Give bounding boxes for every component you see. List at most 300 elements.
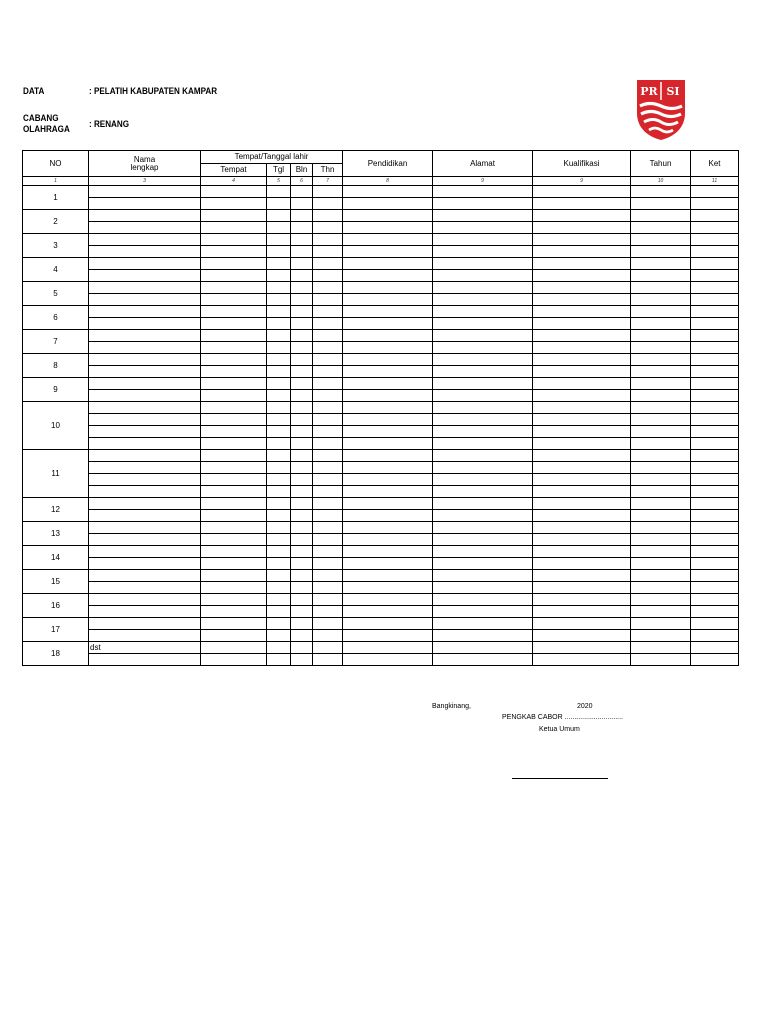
table-cell[interactable] [291, 414, 313, 426]
table-cell[interactable] [89, 222, 201, 234]
table-cell[interactable] [631, 234, 691, 246]
table-cell[interactable] [691, 498, 739, 510]
table-cell[interactable] [291, 270, 313, 282]
table-cell[interactable] [89, 630, 201, 642]
table-cell[interactable] [533, 366, 631, 378]
table-cell[interactable] [267, 402, 291, 414]
table-cell[interactable] [89, 558, 201, 570]
table-cell[interactable] [201, 378, 267, 390]
table-cell[interactable] [533, 354, 631, 366]
table-cell[interactable] [89, 342, 201, 354]
table-cell[interactable] [201, 330, 267, 342]
table-cell[interactable] [291, 618, 313, 630]
table-cell[interactable] [433, 378, 533, 390]
table-cell[interactable] [201, 210, 267, 222]
table-cell[interactable] [433, 234, 533, 246]
table-cell[interactable] [691, 294, 739, 306]
table-cell[interactable] [89, 306, 201, 318]
table-cell[interactable] [343, 546, 433, 558]
table-cell[interactable] [433, 222, 533, 234]
table-cell[interactable] [267, 246, 291, 258]
table-cell[interactable] [631, 306, 691, 318]
table-cell[interactable] [201, 414, 267, 426]
table-cell[interactable] [313, 306, 343, 318]
table-cell[interactable] [89, 498, 201, 510]
table-cell[interactable] [313, 366, 343, 378]
table-cell[interactable] [343, 606, 433, 618]
table-cell[interactable] [533, 474, 631, 486]
table-cell[interactable] [89, 366, 201, 378]
table-cell[interactable] [433, 426, 533, 438]
table-cell[interactable] [201, 534, 267, 546]
table-cell[interactable] [291, 630, 313, 642]
table-cell[interactable] [533, 546, 631, 558]
table-cell[interactable] [533, 498, 631, 510]
table-cell[interactable] [89, 210, 201, 222]
table-cell[interactable] [291, 654, 313, 666]
table-cell[interactable] [631, 522, 691, 534]
table-cell[interactable] [433, 270, 533, 282]
table-cell[interactable] [201, 342, 267, 354]
table-cell[interactable] [313, 438, 343, 450]
table-cell[interactable] [313, 558, 343, 570]
table-cell[interactable] [313, 210, 343, 222]
table-cell[interactable] [201, 498, 267, 510]
table-cell[interactable] [291, 210, 313, 222]
table-cell[interactable] [533, 618, 631, 630]
table-cell[interactable] [691, 606, 739, 618]
table-cell[interactable] [267, 606, 291, 618]
table-cell[interactable] [433, 594, 533, 606]
table-cell[interactable] [631, 258, 691, 270]
table-cell[interactable] [343, 522, 433, 534]
table-cell[interactable] [631, 630, 691, 642]
table-cell[interactable] [89, 534, 201, 546]
table-cell[interactable] [343, 258, 433, 270]
table-cell[interactable] [291, 366, 313, 378]
table-cell[interactable] [267, 234, 291, 246]
table-cell[interactable] [343, 198, 433, 210]
table-cell[interactable] [267, 582, 291, 594]
table-cell[interactable] [533, 654, 631, 666]
table-cell[interactable] [433, 186, 533, 198]
table-cell[interactable] [201, 558, 267, 570]
table-cell[interactable] [291, 558, 313, 570]
table-cell[interactable] [201, 474, 267, 486]
table-cell[interactable] [691, 534, 739, 546]
table-cell[interactable] [267, 342, 291, 354]
table-cell[interactable] [343, 318, 433, 330]
table-cell[interactable] [267, 330, 291, 342]
table-cell[interactable] [89, 570, 201, 582]
table-cell[interactable] [343, 378, 433, 390]
table-cell[interactable] [533, 186, 631, 198]
table-cell[interactable] [313, 186, 343, 198]
table-cell[interactable] [433, 390, 533, 402]
table-cell[interactable] [691, 462, 739, 474]
table-cell[interactable] [533, 558, 631, 570]
table-cell[interactable] [267, 486, 291, 498]
table-cell[interactable] [631, 318, 691, 330]
table-cell[interactable] [313, 246, 343, 258]
table-cell[interactable] [533, 378, 631, 390]
table-cell[interactable] [631, 498, 691, 510]
table-cell[interactable] [201, 462, 267, 474]
table-cell[interactable] [313, 606, 343, 618]
table-cell[interactable] [631, 378, 691, 390]
table-cell[interactable] [201, 198, 267, 210]
table-cell[interactable] [89, 618, 201, 630]
table-cell[interactable] [533, 330, 631, 342]
table-cell[interactable] [89, 186, 201, 198]
table-cell[interactable] [291, 510, 313, 522]
table-cell[interactable] [343, 234, 433, 246]
table-cell[interactable] [631, 642, 691, 654]
table-cell[interactable] [691, 474, 739, 486]
table-cell[interactable] [291, 450, 313, 462]
table-cell[interactable] [691, 306, 739, 318]
table-cell[interactable] [691, 630, 739, 642]
table-cell[interactable] [343, 570, 433, 582]
table-cell[interactable] [533, 402, 631, 414]
table-cell[interactable] [343, 390, 433, 402]
table-cell[interactable] [343, 438, 433, 450]
table-cell[interactable] [267, 642, 291, 654]
table-cell[interactable] [313, 318, 343, 330]
table-cell[interactable] [433, 570, 533, 582]
table-cell[interactable] [533, 582, 631, 594]
table-cell[interactable] [267, 546, 291, 558]
table-cell[interactable] [267, 306, 291, 318]
table-cell[interactable] [533, 486, 631, 498]
table-cell[interactable] [691, 258, 739, 270]
table-cell[interactable] [533, 522, 631, 534]
table-cell[interactable] [89, 594, 201, 606]
table-cell[interactable] [433, 450, 533, 462]
table-cell[interactable] [343, 642, 433, 654]
table-cell[interactable] [433, 198, 533, 210]
table-cell[interactable] [631, 462, 691, 474]
table-cell[interactable] [201, 318, 267, 330]
table-cell[interactable] [89, 402, 201, 414]
table-cell[interactable] [533, 630, 631, 642]
table-cell[interactable] [267, 294, 291, 306]
table-cell[interactable] [89, 462, 201, 474]
table-cell[interactable] [533, 294, 631, 306]
table-cell[interactable] [313, 570, 343, 582]
table-cell[interactable] [291, 546, 313, 558]
table-cell[interactable] [533, 414, 631, 426]
table-cell[interactable] [313, 594, 343, 606]
table-cell[interactable] [691, 234, 739, 246]
table-cell[interactable] [433, 582, 533, 594]
table-cell[interactable] [89, 282, 201, 294]
table-cell[interactable] [343, 414, 433, 426]
table-cell[interactable] [89, 330, 201, 342]
table-cell[interactable] [691, 198, 739, 210]
table-cell[interactable] [433, 498, 533, 510]
table-cell[interactable] [533, 258, 631, 270]
table-cell[interactable] [267, 366, 291, 378]
table-cell[interactable] [533, 246, 631, 258]
table-cell[interactable] [631, 606, 691, 618]
table-cell[interactable] [291, 330, 313, 342]
table-cell[interactable] [291, 198, 313, 210]
table-cell[interactable] [343, 534, 433, 546]
table-cell[interactable] [691, 366, 739, 378]
table-cell[interactable] [343, 282, 433, 294]
table-cell[interactable] [89, 198, 201, 210]
table-cell[interactable] [313, 486, 343, 498]
table-cell[interactable] [433, 258, 533, 270]
table-cell[interactable] [631, 198, 691, 210]
table-cell[interactable] [631, 246, 691, 258]
table-cell[interactable] [291, 282, 313, 294]
table-cell[interactable] [433, 522, 533, 534]
table-cell[interactable] [631, 210, 691, 222]
table-cell[interactable] [313, 294, 343, 306]
table-cell[interactable] [201, 246, 267, 258]
table-cell[interactable] [343, 366, 433, 378]
table-cell[interactable] [201, 546, 267, 558]
table-cell[interactable] [631, 618, 691, 630]
table-cell[interactable] [691, 378, 739, 390]
table-cell[interactable] [343, 354, 433, 366]
table-cell[interactable] [267, 186, 291, 198]
table-cell[interactable] [343, 426, 433, 438]
table-cell[interactable] [291, 642, 313, 654]
table-cell[interactable] [343, 498, 433, 510]
table-cell[interactable] [433, 294, 533, 306]
table-cell[interactable] [691, 402, 739, 414]
table-cell[interactable] [691, 354, 739, 366]
table-cell[interactable] [631, 534, 691, 546]
table-cell[interactable] [201, 510, 267, 522]
table-cell[interactable] [343, 186, 433, 198]
table-cell[interactable] [313, 390, 343, 402]
table-cell[interactable] [201, 630, 267, 642]
table-cell[interactable] [691, 510, 739, 522]
table-cell[interactable] [533, 642, 631, 654]
table-cell[interactable] [631, 330, 691, 342]
table-cell[interactable] [201, 282, 267, 294]
table-cell[interactable] [343, 246, 433, 258]
table-cell[interactable] [291, 402, 313, 414]
table-cell[interactable] [631, 594, 691, 606]
table-cell[interactable] [267, 618, 291, 630]
table-cell[interactable] [89, 606, 201, 618]
table-cell[interactable] [631, 570, 691, 582]
table-cell[interactable] [313, 258, 343, 270]
table-cell[interactable] [343, 654, 433, 666]
table-cell[interactable] [267, 630, 291, 642]
table-cell[interactable] [291, 306, 313, 318]
table-cell[interactable] [631, 390, 691, 402]
table-cell[interactable] [291, 354, 313, 366]
table-cell[interactable] [691, 318, 739, 330]
table-cell[interactable] [291, 426, 313, 438]
table-cell[interactable] [433, 510, 533, 522]
table-cell[interactable] [201, 654, 267, 666]
table-cell[interactable] [201, 450, 267, 462]
table-cell[interactable] [433, 630, 533, 642]
table-cell[interactable] [343, 474, 433, 486]
table-cell[interactable] [291, 318, 313, 330]
table-cell[interactable] [691, 186, 739, 198]
table-cell[interactable] [201, 258, 267, 270]
table-cell[interactable] [313, 618, 343, 630]
table-cell[interactable] [267, 474, 291, 486]
table-cell[interactable] [89, 354, 201, 366]
table-cell[interactable] [89, 258, 201, 270]
table-cell[interactable] [89, 474, 201, 486]
table-cell[interactable] [433, 318, 533, 330]
table-cell[interactable] [89, 486, 201, 498]
table-cell[interactable] [433, 618, 533, 630]
table-cell[interactable] [291, 222, 313, 234]
table-cell[interactable] [433, 342, 533, 354]
table-cell[interactable] [313, 426, 343, 438]
table-cell[interactable] [267, 222, 291, 234]
table-cell[interactable] [343, 402, 433, 414]
table-cell[interactable] [291, 234, 313, 246]
table-cell[interactable] [533, 594, 631, 606]
table-cell[interactable] [433, 462, 533, 474]
table-cell[interactable] [201, 402, 267, 414]
table-cell[interactable] [267, 354, 291, 366]
table-cell[interactable] [201, 234, 267, 246]
table-cell[interactable] [89, 654, 201, 666]
table-cell[interactable] [533, 282, 631, 294]
table-cell[interactable] [313, 534, 343, 546]
table-cell[interactable] [631, 282, 691, 294]
table-cell[interactable] [691, 270, 739, 282]
table-cell[interactable] [291, 390, 313, 402]
table-cell[interactable] [89, 546, 201, 558]
table-cell[interactable] [433, 414, 533, 426]
table-cell[interactable] [433, 402, 533, 414]
table-cell[interactable] [691, 438, 739, 450]
table-cell[interactable] [691, 282, 739, 294]
table-cell[interactable] [201, 354, 267, 366]
table-cell[interactable] [691, 426, 739, 438]
table-cell[interactable] [631, 414, 691, 426]
table-cell[interactable] [201, 582, 267, 594]
table-cell[interactable] [691, 486, 739, 498]
table-cell[interactable] [267, 438, 291, 450]
table-cell[interactable] [267, 462, 291, 474]
table-cell[interactable] [291, 570, 313, 582]
table-cell[interactable] [433, 246, 533, 258]
table-cell[interactable] [533, 462, 631, 474]
table-cell[interactable] [533, 510, 631, 522]
table-cell[interactable] [691, 414, 739, 426]
table-cell[interactable] [433, 642, 533, 654]
table-cell[interactable] [201, 390, 267, 402]
table-cell[interactable] [691, 654, 739, 666]
table-cell[interactable] [291, 378, 313, 390]
table-cell[interactable] [631, 546, 691, 558]
table-cell[interactable] [631, 510, 691, 522]
table-cell[interactable] [313, 282, 343, 294]
table-cell[interactable] [343, 582, 433, 594]
table-cell[interactable] [533, 606, 631, 618]
table-cell[interactable] [201, 606, 267, 618]
table-cell[interactable] [343, 342, 433, 354]
table-cell[interactable] [267, 558, 291, 570]
table-cell[interactable] [313, 510, 343, 522]
table-cell[interactable] [201, 594, 267, 606]
table-cell[interactable] [291, 246, 313, 258]
table-cell[interactable] [691, 594, 739, 606]
table-cell[interactable] [631, 582, 691, 594]
table-cell[interactable] [433, 282, 533, 294]
table-cell[interactable] [291, 534, 313, 546]
table-cell[interactable] [313, 642, 343, 654]
table-cell[interactable] [89, 318, 201, 330]
table-cell[interactable] [343, 462, 433, 474]
table-cell[interactable] [89, 438, 201, 450]
table-cell[interactable] [631, 654, 691, 666]
table-cell[interactable] [313, 222, 343, 234]
table-cell[interactable] [291, 486, 313, 498]
table-cell[interactable] [201, 426, 267, 438]
table-cell[interactable] [533, 534, 631, 546]
table-cell[interactable] [267, 414, 291, 426]
table-cell[interactable] [267, 534, 291, 546]
table-cell[interactable] [201, 486, 267, 498]
table-cell[interactable] [343, 618, 433, 630]
table-cell[interactable] [343, 222, 433, 234]
table-cell[interactable] [89, 378, 201, 390]
table-cell[interactable] [691, 582, 739, 594]
table-cell[interactable] [267, 390, 291, 402]
table-cell[interactable] [313, 354, 343, 366]
table-cell[interactable] [533, 198, 631, 210]
table-cell[interactable] [313, 450, 343, 462]
table-cell[interactable] [631, 294, 691, 306]
table-cell[interactable] [631, 186, 691, 198]
table-cell[interactable] [201, 522, 267, 534]
table-cell[interactable] [201, 186, 267, 198]
table-cell[interactable] [313, 498, 343, 510]
table-cell[interactable] [291, 498, 313, 510]
table-cell[interactable] [433, 210, 533, 222]
table-cell[interactable] [313, 522, 343, 534]
table-cell[interactable] [313, 630, 343, 642]
table-cell[interactable] [201, 438, 267, 450]
table-cell[interactable] [433, 606, 533, 618]
table-cell[interactable] [533, 234, 631, 246]
table-cell[interactable] [533, 450, 631, 462]
table-cell[interactable] [267, 594, 291, 606]
table-cell[interactable] [433, 366, 533, 378]
table-cell[interactable] [313, 378, 343, 390]
table-cell[interactable] [89, 582, 201, 594]
table-cell[interactable] [201, 222, 267, 234]
table-cell[interactable] [291, 522, 313, 534]
table-cell[interactable] [267, 258, 291, 270]
table-cell[interactable] [89, 522, 201, 534]
table-cell[interactable] [631, 486, 691, 498]
table-cell[interactable] [89, 294, 201, 306]
table-cell[interactable] [631, 342, 691, 354]
table-cell[interactable] [343, 630, 433, 642]
table-cell[interactable] [433, 486, 533, 498]
table-cell[interactable] [267, 426, 291, 438]
table-cell[interactable] [313, 462, 343, 474]
table-cell[interactable] [291, 294, 313, 306]
